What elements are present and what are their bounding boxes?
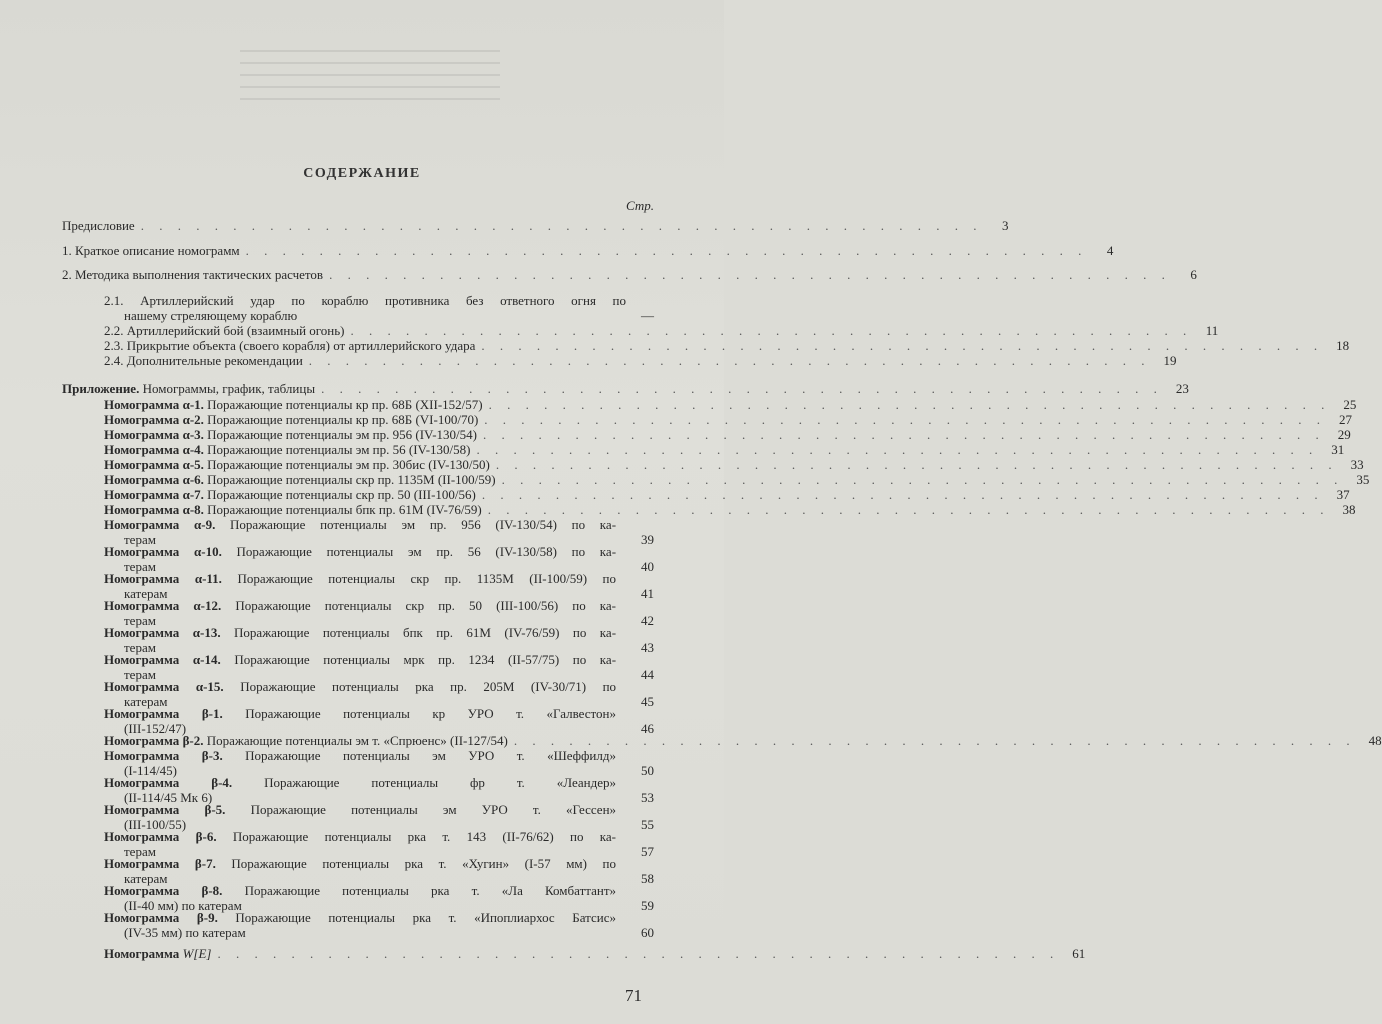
- dot-leader: . . . . . . . . . . . . . . . . . . . . . . . . . . . . . . . . . . . . . . . . . . . . . .: [513, 733, 1356, 748]
- nomogram-id: α-6.: [182, 472, 204, 487]
- toc-page: 6: [1190, 267, 1197, 282]
- nomogram-id: α-13.: [192, 625, 221, 640]
- toc-page: 4: [1106, 243, 1114, 258]
- nomogram-entry: Номограмма β-6. Поражающие потенциалы рка т. 143 (II-76/62) по ка- терам: [104, 829, 617, 859]
- nomogram-entry: Номограмма β-4. Поражающие потенциалы фр т. «Леандер» (II-114/45 Мк 6): [104, 775, 616, 805]
- toc-entry-s24: 2.4. Дополнительные рекомендации . . . . . . . . . . . . . . . . . . . . . . . . . . . . . . . . . . . . . . . . . . . . . . 19: [104, 353, 1177, 368]
- nomogram-entry: Номограмма α-11. Поражающие потенциалы скр пр. 1135М (II-100/59) по катерам: [104, 571, 617, 601]
- toc-entry-preface: Предисловие . . . . . . . . . . . . . . . . . . . . . . . . . . . . . . . . . . . . . . . . . . . . . . 3: [62, 218, 1009, 233]
- toc-page: 23: [1175, 381, 1189, 396]
- nomogram-entry: Номограмма α-6. Поражающие потенциалы скр пр. 1135М (II-100/59) . . . . . . . . . . . . . . . . . . . . . . . . . . . . . . . . . . . . . . . . . . . . . . 35: [104, 472, 1370, 487]
- nomogram-entry: Номограмма β-2. Поражающие потенциалы эм т. «Спрюенс» (II-127/54) . . . . . . . . . . . . . . . . . . . . . . . . . . . . . . . . . . . . . . . . . . . . . . 48: [104, 733, 1382, 748]
- toc-page: 45: [641, 694, 654, 709]
- nomogram-entry: Номограмма α-7. Поражающие потенциалы скр пр. 50 (III-100/56) . . . . . . . . . . . . . . . . . . . . . . . . . . . . . . . . . . . . . . . . . . . . . . 37: [104, 487, 1350, 502]
- nomogram-entry: Номограмма β-8. Поражающие потенциалы рка т. «Ла Комбаттант» (II-40 мм) по катерам: [104, 883, 617, 913]
- nomogram-id: α-4.: [182, 442, 204, 457]
- page-number: 71: [625, 986, 642, 1005]
- nomogram-word: Номограмма: [104, 910, 180, 925]
- toc-page: 48: [1368, 733, 1382, 748]
- toc-entry-sec2: 2. Методика выполнения тактических расчетов . . . . . . . . . . . . . . . . . . . . . . . . . . . . . . . . . . . . . . . . . . . . . . 6: [62, 267, 1197, 282]
- toc-page: 18: [1336, 338, 1350, 353]
- toc-page: 25: [1343, 397, 1357, 412]
- nomogram-id: β-4.: [211, 775, 233, 790]
- toc-page: 29: [1337, 427, 1351, 442]
- nomogram-id: α-14.: [192, 652, 221, 667]
- nomogram-word: Номограмма: [104, 517, 180, 532]
- dot-leader: . . . . . . . . . . . . . . . . . . . . . . . . . . . . . . . . . . . . . . . . . . . . . .: [487, 502, 1330, 517]
- toc-page: 27: [1339, 412, 1353, 427]
- nomogram-entry: Номограмма β-9. Поражающие потенциалы рка т. «Ипоплиархос Батсис» (IV-35 мм) по катерам: [104, 910, 617, 940]
- dot-leader: . . . . . . . . . . . . . . . . . . . . . . . . . . . . . . . . . . . . . . . . . . . . . .: [140, 218, 983, 233]
- nomogram-entry: Номограмма α-2. Поражающие потенциалы кр пр. 68Б (VI-100/70) . . . . . . . . . . . . . . . . . . . . . . . . . . . . . . . . . . . . . . . . . . . . . . 27: [104, 412, 1353, 427]
- nomogram-entry: Номограмма α-4. Поражающие потенциалы эм пр. 56 (IV-130/58) . . . . . . . . . . . . . . . . . . . . . . . . . . . . . . . . . . . . . . . . . . . . . . 31: [104, 442, 1345, 457]
- nomogram-entry: Номограмма α-10. Поражающие потенциалы эм пр. 56 (IV-130/58) по ка- терам: [104, 544, 617, 574]
- nomogram-entry: Номограмма β-7. Поражающие потенциалы рка т. «Хугин» (I-57 мм) по катерам: [104, 856, 617, 886]
- toc-page: 60: [641, 925, 654, 940]
- nomogram-word: Номограмма: [104, 706, 180, 721]
- nomogram-entry: Номограмма α-12. Поражающие потенциалы скр пр. 50 (III-100/56) по ка- терам: [104, 598, 616, 628]
- nomogram-word: Номограмма: [104, 442, 180, 457]
- nomogram-id: β-8.: [201, 883, 223, 898]
- nomogram-word: Номограмма: [104, 598, 180, 613]
- nomogram-word: Номограмма: [104, 829, 180, 844]
- nomogram-id: β-1.: [201, 706, 223, 721]
- nomogram-entry: Номограмма β-3. Поражающие потенциалы эм УРО т. «Шеффилд» (I-114/45): [104, 748, 616, 778]
- dot-leader: . . . . . . . . . . . . . . . . . . . . . . . . . . . . . . . . . . . . . . . . . . . . . .: [484, 412, 1327, 427]
- toc-page: 43: [641, 640, 654, 655]
- nomogram-word: Номограмма: [104, 946, 180, 961]
- nomogram-id: α-10.: [194, 544, 222, 559]
- nomogram-id: α-9.: [194, 517, 216, 532]
- nomogram-entry: Номограмма α-8. Поражающие потенциалы бпк пр. 61М (IV-76/59) . . . . . . . . . . . . . . . . . . . . . . . . . . . . . . . . . . . . . . . . . . . . . . 38: [104, 502, 1356, 517]
- toc-entry-s22: 2.2. Артиллерийский бой (взаимный огонь) . . . . . . . . . . . . . . . . . . . . . . . . . . . . . . . . . . . . . . . . . . . . . . 11: [104, 323, 1219, 338]
- nomogram-id: β-5.: [204, 802, 226, 817]
- nomogram-id: α-2.: [182, 412, 204, 427]
- nomogram-entry: Номограмма α-15. Поражающие потенциалы рка пр. 205М (IV-30/71) по катерам: [104, 679, 617, 709]
- toc-page: 19: [1163, 353, 1177, 368]
- dot-leader: . . . . . . . . . . . . . . . . . . . . . . . . . . . . . . . . . . . . . . . . . . . . . .: [501, 472, 1344, 487]
- toc-page: 38: [1342, 502, 1356, 517]
- toc-entry-sec1: 1. Краткое описание номограмм . . . . . . . . . . . . . . . . . . . . . . . . . . . . . . . . . . . . . . . . . . . . . . 4: [62, 243, 1114, 258]
- nomogram-word: Номограмма: [104, 571, 180, 586]
- nomogram-word: Номограмма: [104, 457, 180, 472]
- nomogram-word: Номограмма: [104, 679, 180, 694]
- nomogram-id: W[E]: [182, 946, 212, 961]
- dot-leader: . . . . . . . . . . . . . . . . . . . . . . . . . . . . . . . . . . . . . . . . . . . . . .: [350, 323, 1193, 338]
- nomogram-word: Номограмма: [104, 775, 180, 790]
- nomogram-word: Номограмма: [104, 544, 180, 559]
- nomogram-word: Номограмма: [104, 397, 180, 412]
- contents-title: СОДЕРЖАНИЕ: [303, 166, 421, 181]
- nomogram-entry: Номограмма α-5. Поражающие потенциалы эм пр. 30бис (IV-130/50) . . . . . . . . . . . . . . . . . . . . . . . . . . . . . . . . . . . . . . . . . . . . . . 33: [104, 457, 1364, 472]
- nomogram-word: Номограмма: [104, 748, 180, 763]
- nomogram-entry: Номограмма α-1. Поражающие потенциалы кр пр. 68Б (XII-152/57) . . . . . . . . . . . . . . . . . . . . . . . . . . . . . . . . . . . . . . . . . . . . . . 25: [104, 397, 1357, 412]
- toc-page: 42: [641, 613, 654, 628]
- dot-leader: . . . . . . . . . . . . . . . . . . . . . . . . . . . . . . . . . . . . . . . . . . . . . .: [329, 267, 1171, 282]
- dot-leader: . . . . . . . . . . . . . . . . . . . . . . . . . . . . . . . . . . . . . . . . . . . . . .: [483, 427, 1325, 442]
- nomogram-entry: Номограмма β-1. Поражающие потенциалы кр УРО т. «Галвестон» (III-152/47): [104, 706, 617, 736]
- toc-page: 53: [641, 790, 654, 805]
- nomogram-id: α-5.: [182, 457, 204, 472]
- nomogram-id: α-1.: [182, 397, 204, 412]
- nomogram-entry: Номограмма β-5. Поражающие потенциалы эм УРО т. «Гессен» (III-100/55): [104, 802, 617, 832]
- nomogram-id: α-8.: [182, 502, 204, 517]
- nomogram-id: β-9.: [196, 910, 218, 925]
- nomogram-word: Номограмма: [104, 502, 180, 517]
- nomogram-word: Номограмма: [104, 733, 180, 748]
- page-column-header: Стр.: [626, 198, 654, 213]
- dot-leader: . . . . . . . . . . . . . . . . . . . . . . . . . . . . . . . . . . . . . . . . . . . . . .: [488, 397, 1331, 412]
- toc-page: 57: [641, 844, 654, 859]
- nomogram-id: α-12.: [193, 598, 222, 613]
- toc-page: 3: [1001, 218, 1009, 233]
- toc-page: 44: [641, 667, 654, 682]
- toc-page: 40: [641, 559, 654, 574]
- nomogram-entry: Номограмма α-3. Поражающие потенциалы эм пр. 956 (IV-130/54) . . . . . . . . . . . . . . . . . . . . . . . . . . . . . . . . . . . . . . . . . . . . . . 29: [104, 427, 1351, 442]
- toc-page: 46: [641, 721, 654, 736]
- nomogram-id: α-3.: [182, 427, 204, 442]
- dot-leader: . . . . . . . . . . . . . . . . . . . . . . . . . . . . . . . . . . . . . . . . . . . . . .: [495, 457, 1338, 472]
- nomogram-entry: [104, 946, 1086, 961]
- toc-page: 41: [641, 586, 654, 601]
- nomogram-word: Номограмма: [104, 883, 180, 898]
- toc-page: 58: [641, 871, 654, 886]
- toc-page: 61: [1072, 946, 1086, 961]
- toc-page: —: [641, 308, 654, 323]
- nomogram-word: Номограмма: [104, 856, 180, 871]
- nomogram-word: Номограмма: [104, 412, 180, 427]
- toc-page: 39: [641, 532, 654, 547]
- nomogram-word: Номограмма: [104, 427, 180, 442]
- nomogram-id: β-3.: [201, 748, 223, 763]
- toc-page: 50: [641, 763, 654, 778]
- nomogram-id: β-2.: [182, 733, 204, 748]
- nomogram-word: Номограмма: [104, 472, 180, 487]
- dot-leader: . . . . . . . . . . . . . . . . . . . . . . . . . . . . . . . . . . . . . . . . . . . . . .: [245, 243, 1088, 258]
- toc-page: 55: [641, 817, 654, 832]
- toc-page: 31: [1331, 442, 1345, 457]
- nomogram-word: Номограмма: [104, 802, 180, 817]
- nomogram-id: α-15.: [195, 679, 224, 694]
- toc-page: 37: [1336, 487, 1350, 502]
- dot-leader: . . . . . . . . . . . . . . . . . . . . . . . . . . . . . . . . . . . . . . . . . . . . . .: [476, 442, 1319, 457]
- dot-leader: . . . . . . . . . . . . . . . . . . . . . . . . . . . . . . . . . . . . . . . . . . . . . .: [217, 946, 1060, 961]
- toc-entry-appendix: Приложение. Номограммы, график, таблицы . . . . . . . . . . . . . . . . . . . . . . . . . . . . . . . . . . . . . . . . . . . . . . 23: [62, 381, 1189, 396]
- nomogram-word: Номограмма: [104, 652, 180, 667]
- toc-page: 59: [641, 898, 654, 913]
- nomogram-word: Номограмма: [104, 487, 180, 502]
- dot-leader: . . . . . . . . . . . . . . . . . . . . . . . . . . . . . . . . . . . . . . . . . . . . . .: [308, 353, 1151, 368]
- toc-entry-s23: 2.3. Прикрытие объекта (своего корабля) от артиллерийского удара . . . . . . . . . . . . . . . . . . . . . . . . . . . . . . . . . . . . . . . . . . . . . . 18: [104, 338, 1350, 353]
- toc-page: 33: [1350, 457, 1364, 472]
- dot-leader: . . . . . . . . . . . . . . . . . . . . . . . . . . . . . . . . . . . . . . . . . . . . . .: [481, 487, 1324, 502]
- nomogram-id: β-7.: [194, 856, 216, 871]
- toc-page: 11: [1205, 323, 1219, 338]
- nomogram-id: β-6.: [195, 829, 217, 844]
- nomogram-entry: Номограмма α-9. Поражающие потенциалы эм пр. 956 (IV-130/54) по ка- терам: [104, 517, 617, 547]
- nomogram-id: α-7.: [182, 487, 204, 502]
- nomogram-word: Номограмма: [104, 625, 180, 640]
- toc-entry-s21: 2.1. Артиллерийский удар по кораблю противника без ответного огня по нашему стреляющему кораблю: [104, 293, 626, 323]
- nomogram-entry: Номограмма α-13. Поражающие потенциалы бпк пр. 61М (IV-76/59) по ка- терам: [104, 625, 617, 655]
- nomogram-entry: Номограмма α-14. Поражающие потенциалы мрк пр. 1234 (II-57/75) по ка- терам: [104, 652, 617, 682]
- nomogram-id: α-11.: [194, 571, 222, 586]
- bleed-through-text: [240, 50, 500, 110]
- toc-page: 35: [1356, 472, 1370, 487]
- dot-leader: . . . . . . . . . . . . . . . . . . . . . . . . . . . . . . . . . . . . . . . . . . . . . .: [321, 381, 1163, 396]
- dot-leader: . . . . . . . . . . . . . . . . . . . . . . . . . . . . . . . . . . . . . . . . . . . . . .: [481, 338, 1324, 353]
